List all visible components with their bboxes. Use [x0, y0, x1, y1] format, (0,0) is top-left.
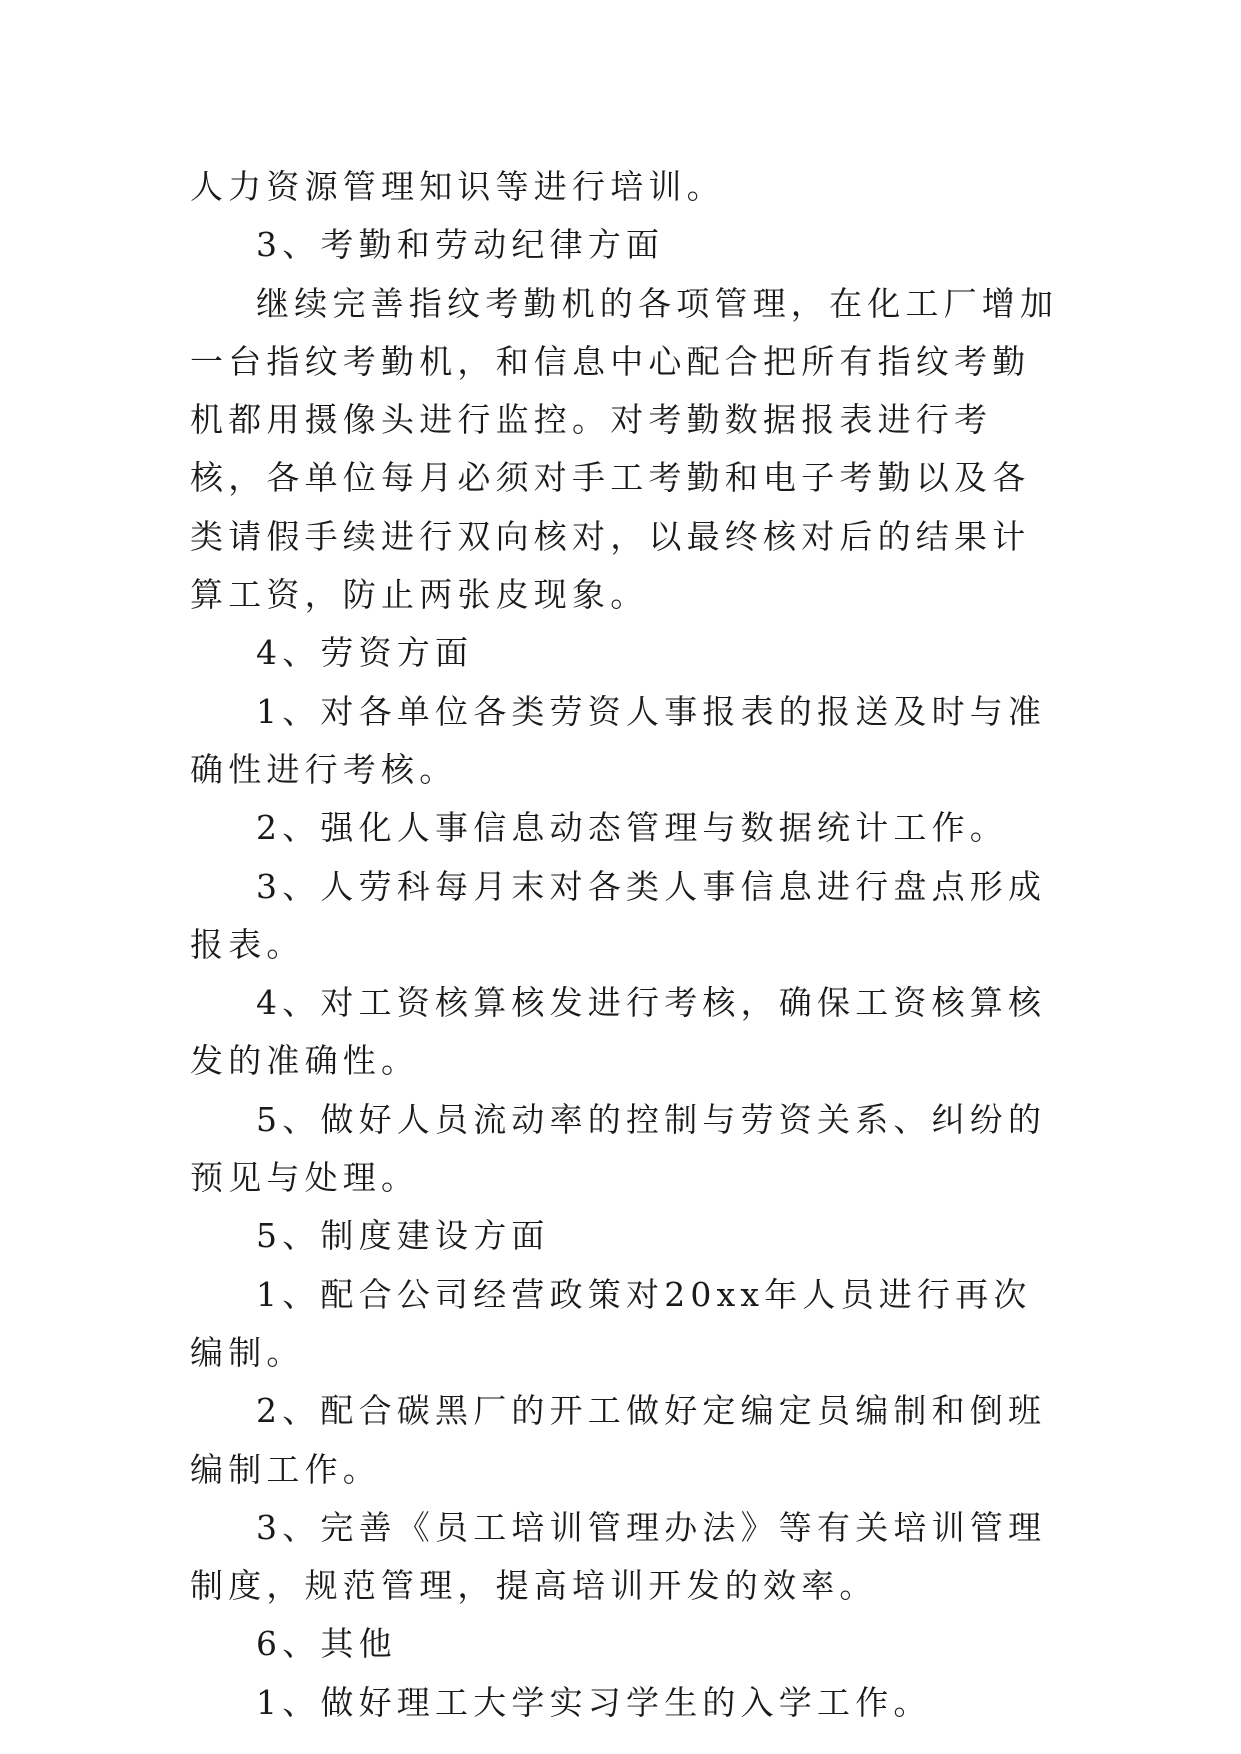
document-body: [190, 158, 1060, 1732]
list-item-system-2: 2、配合碳黑厂的开工做好定编定员编制和倒班编制工作。: [190, 1391, 1047, 1489]
list-item-labor-1: 1、对各单位各类劳资人事报表的报送及时与准确性进行考核。: [190, 691, 1047, 789]
section-heading-other: 6、其他: [256, 1624, 397, 1664]
list-item-labor-2: 2、强化人事信息动态管理与数据统计工作。: [256, 808, 1008, 848]
list-item-other-1: 1、做好理工大学实习学生的入学工作。: [256, 1682, 932, 1722]
list-item-system-3: 3、完善《员工培训管理办法》等有关培训管理制度，规范管理，提高培训开发的效率。: [190, 1507, 1047, 1606]
paragraph-attendance: 继续完善指纹考勤机的各项管理，在化工厂增加一台指纹考勤机，和信息中心配合把所有指纹考勤机都用摄像头进行监控。对考勤数据报表进行考核，各单位每月必须对手工考勤和电子考勤以及各类请假手续进行双向核对，以最终核对后的结果计算工资，防止两张皮现象。: [190, 283, 1059, 615]
list-item-labor-5: 5、做好人员流动率的控制与劳资关系、纠纷的预见与处理。: [190, 1099, 1047, 1198]
paragraph-continuation: 人力资源管理知识等进行培训。: [190, 167, 725, 206]
list-item-labor-3: 3、人劳科每月末对各类人事信息进行盘点形成报表。: [190, 866, 1047, 964]
section-heading-system: 5、制度建设方面: [256, 1216, 550, 1256]
section-heading-labor: 4、劳资方面: [256, 633, 474, 673]
section-heading-attendance: 3、考勤和劳动纪律方面: [256, 225, 665, 265]
list-item-system-1: 1、配合公司经营政策对20xx年人员进行再次编制。: [190, 1274, 1032, 1372]
list-item-labor-4: 4、对工资核算核发进行考核，确保工资核算核发的准确性。: [190, 983, 1047, 1081]
